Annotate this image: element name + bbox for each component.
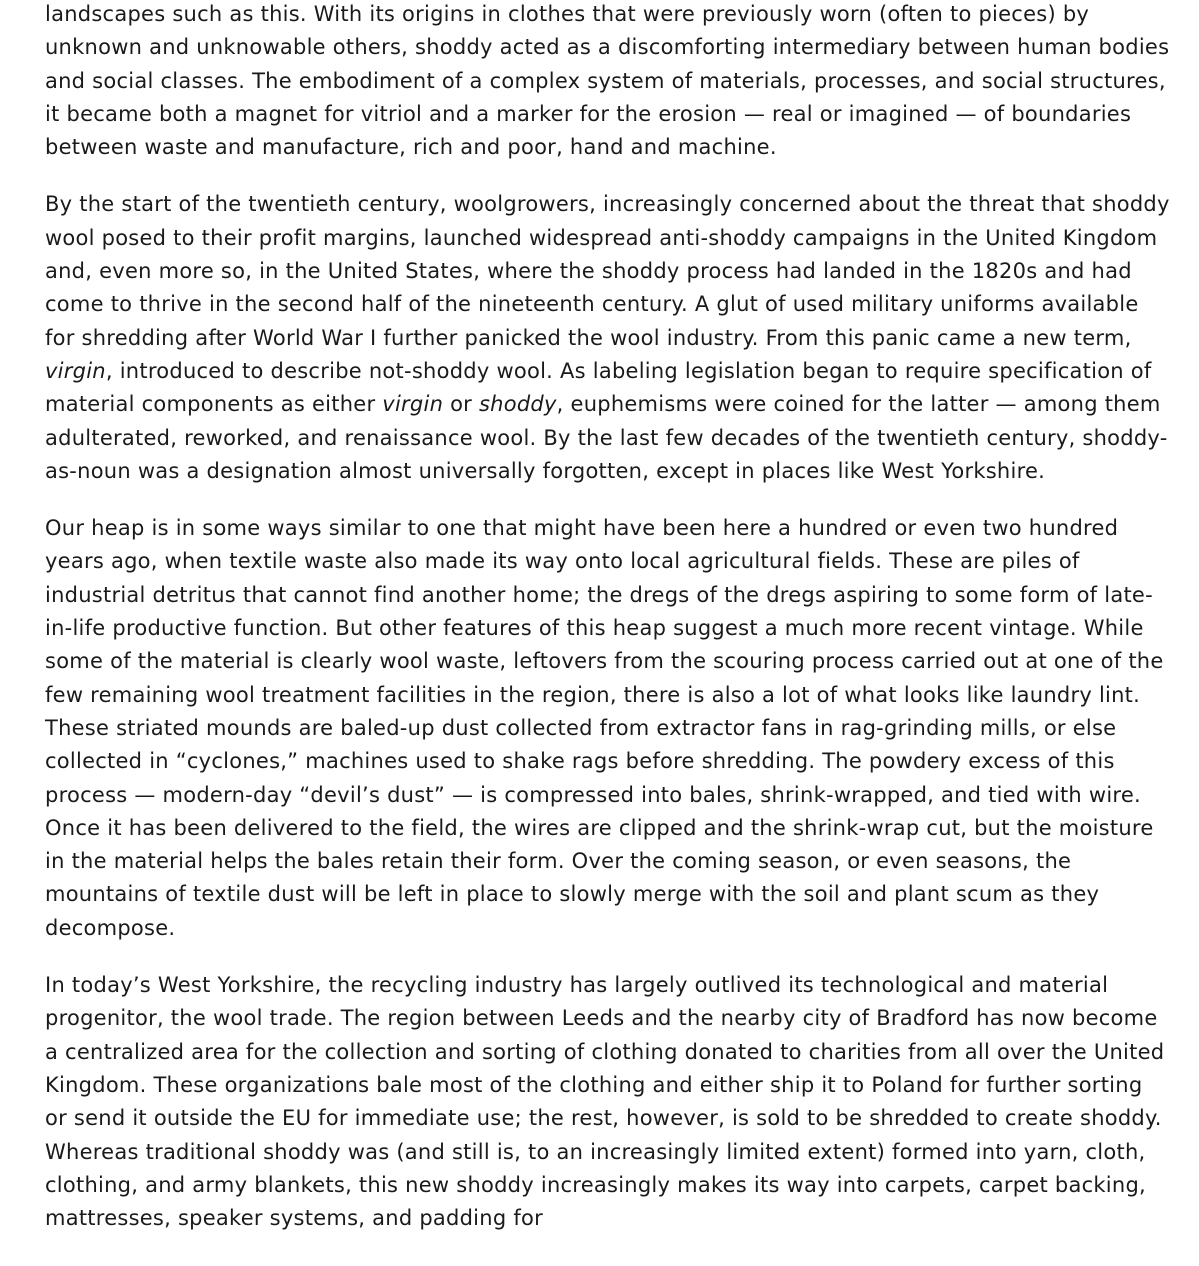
paragraph-2-text-a: By the start of the twentieth century, woolgrowers, increasingly concerned about the threat that shoddy wool posed to their profit margins, launched widespread anti-shoddy campaigns in the United Kingdom and, even more so, in the United States, where the shoddy process had landed in the 1820s and had come to thrive in the second half of the nineteenth century. A glut of used military uniforms available for shredding after World War I further panicked the wool industry. From this panic came a new term,	[45, 192, 1170, 350]
paragraph-3: Our heap is in some ways similar to one that might have been here a hundred or even two hundred years ago, when textile waste also made its way onto local agricultural fields. These are piles of industrial detritus that cannot find another home; the dregs of the dregs aspiring to some form of late-in-life productive function. But other features of this heap suggest a much more recent vintage. While some of the material is clearly wool waste, leftovers from the scouring process carried out at one of the few remaining wool treatment facilities in the region, there is also a lot of what looks like laundry lint. These striated mounds are baled-up dust collected from extractor fans in rag-grinding mills, or else collected in “cyclones,” machines used to shake rags before shredding. The powdery excess of this process — modern-day “devil’s dust” — is compressed into bales, shrink-wrapped, and tied with wire. Once it has been delivered to the field, the wires are clipped and the shrink-wrap cut, but the moisture in the material helps the bales retain their form. Over the coming season, or even seasons, the mountains of textile dust will be left in place to slowly merge with the soil and plant scum as they decompose.	[45, 516, 1164, 940]
paragraph-2-text-b: , introduced to describe not-shoddy wool. As labeling legislation began to require specification of material components as either	[45, 358, 1152, 417]
paragraph-2	[45, 188, 1170, 488]
paragraph-2-text-c: or	[443, 392, 479, 417]
article-body	[45, 0, 1170, 1259]
paragraph-4: In today’s West Yorkshire, the recycling industry has largely outlived its technological and material progenitor, the wool trade. The region between Leeds and the nearby city of Bradford has now become a centralized area for the collection and sorting of clothing donated to charities from all over the United Kingdom. These organizations bale most of the clothing and either ship it to Poland for further sorting or send it outside the EU for immediate use; the rest, however, is sold to be shredded to create shoddy. Whereas traditional shoddy was (and still is, to an increasingly limited extent) formed into yarn, cloth, clothing, and army blankets, this new shoddy increasingly makes its way into carpets, carpet backing, mattresses, speaker systems, and padding for	[45, 973, 1165, 1231]
paragraph-1: landscapes such as this. With its origins in clothes that were previously worn (often to pieces) by unknown and unknowable others, shoddy acted as a discomforting intermediary between human bodies and social classes. The embodiment of a complex system of materials, processes, and social structures, it became both a magnet for vitriol and a marker for the erosion — real or imagined — of boundaries between waste and manufacture, rich and poor, hand and machine.	[45, 2, 1170, 160]
paragraph-2-text-d: , euphemisms were coined for the latter — among them adulterated, reworked, and renaissance wool. By the last few decades of the twentieth century, shoddy-as-noun was a designation almost universally forgotten, except in places like West Yorkshire.	[45, 392, 1168, 483]
term-virgin: virgin	[45, 358, 106, 383]
term-shoddy: shoddy	[478, 392, 557, 417]
term-virgin-2: virgin	[382, 392, 444, 417]
